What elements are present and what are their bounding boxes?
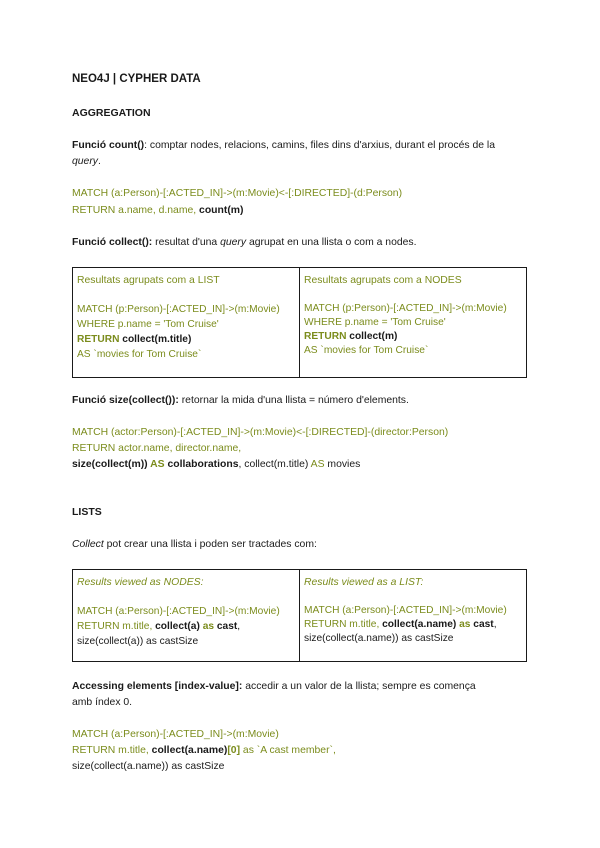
size-desc-text: retornar la mida d'una llista = número d'elements. — [178, 395, 409, 406]
code-text: m.title, — [346, 619, 383, 630]
collect-function-name: Funció collect(): — [72, 237, 153, 248]
kw-match: MATCH — [72, 188, 109, 199]
code-fn-collect: collect(m.title) — [119, 334, 192, 345]
count-description-cont — [72, 154, 101, 170]
code-index: [0] — [227, 745, 241, 756]
count-code-line-1 — [72, 186, 402, 202]
collect-desc-query: query — [220, 237, 247, 248]
code-line: size(collect(a.name)) as castSize — [304, 633, 454, 644]
accessing-description-cont: amb índex 0. — [72, 697, 133, 708]
code-text: p.name = 'Tom Cruise' — [341, 317, 446, 328]
kw-as: AS — [147, 459, 168, 470]
code-alias: collaborations — [167, 459, 239, 470]
lists-intro — [72, 537, 317, 553]
collect-nodes-cell — [300, 268, 527, 378]
count-desc-query: query — [72, 156, 98, 167]
accessing-description — [72, 679, 476, 695]
lists-list-header: Results viewed as a LIST: — [304, 577, 424, 588]
kw-return: RETURN — [77, 334, 120, 345]
kw-where: WHERE — [304, 317, 342, 328]
lists-nodes-cell — [73, 570, 300, 662]
code-alias: cast — [216, 621, 238, 632]
code-line: MATCH (a:Person)-[:ACTED_IN]->(m:Movie) — [77, 606, 280, 617]
size-code-line-3 — [72, 457, 360, 473]
kw-return: RETURN — [72, 205, 116, 216]
size-code-line-2: RETURN actor.name, director.name, — [72, 443, 242, 454]
code-fn-collect: collect(m) — [346, 331, 398, 342]
code-line: size(collect(a)) as castSize — [77, 636, 199, 647]
count-code-line-2 — [72, 203, 244, 219]
lists-intro-collect: Collect — [72, 539, 104, 550]
lists-comparison-table — [72, 569, 527, 662]
collect-list-cell — [73, 268, 300, 378]
section-heading-lists: LISTS — [72, 506, 102, 518]
code-alias: as `A cast member`, — [240, 745, 336, 756]
collect-description — [72, 235, 417, 251]
code-line: AS `movies for Tom Cruise` — [304, 345, 429, 356]
collect-comparison-table — [72, 267, 527, 378]
kw-return: RETURN — [304, 619, 347, 630]
code-comma: , — [237, 621, 241, 632]
code-line: AS `movies for Tom Cruise` — [77, 349, 202, 360]
count-desc-end: . — [98, 156, 101, 167]
kw-return: RETURN — [304, 331, 347, 342]
accessing-heading: Accessing elements [index-value]: — [72, 681, 243, 692]
code-fn-count: count(m) — [199, 205, 244, 216]
kw-where: WHERE — [77, 319, 115, 330]
kw-return: RETURN — [72, 745, 116, 756]
code-alias: cast — [473, 619, 494, 630]
code-fn-size: size(collect(m)) — [72, 459, 148, 470]
kw-as: as — [199, 621, 217, 632]
collect-list-header: Resultats agrupats com a LIST — [77, 275, 220, 286]
code-line: MATCH (p:Person)-[:ACTED_IN]->(m:Movie) — [77, 304, 280, 315]
size-description — [72, 393, 409, 409]
accessing-code-line-1: MATCH (a:Person)-[:ACTED_IN]->(m:Movie) — [72, 729, 279, 740]
count-description — [72, 138, 495, 154]
size-function-name: Funció size(collect()): — [72, 395, 179, 406]
collect-nodes-header: Resultats agrupats com a NODES — [304, 275, 462, 286]
count-desc-text: : comptar nodes, relacions, camins, files dins d'arxius, durant el procés de la — [144, 140, 495, 151]
page-title: NEO4J | CYPHER DATA — [72, 73, 201, 85]
code-text: a.name, d.name, — [115, 205, 200, 216]
kw-as: AS — [310, 459, 325, 470]
code-text: m.title, — [119, 621, 156, 632]
collect-desc-a: resultat d'una — [152, 237, 221, 248]
code-line: MATCH (a:Person)-[:ACTED_IN]->(m:Movie) — [304, 605, 507, 616]
lists-list-cell — [300, 570, 527, 662]
code-text: m.title, — [115, 745, 152, 756]
kw-as: as — [456, 619, 474, 630]
collect-desc-b: agrupat en una llista o com a nodes. — [246, 237, 417, 248]
code-fn-collect: collect(a) — [155, 621, 200, 632]
section-heading-aggregation: AGGREGATION — [72, 107, 151, 119]
accessing-code-line-2 — [72, 743, 336, 759]
code-text: (a:Person)-[:ACTED_IN]->(m:Movie)<-[:DIRECTED]-(d:Person) — [108, 188, 403, 199]
accessing-code-line-3: size(collect(a.name)) as castSize — [72, 761, 225, 772]
kw-return: RETURN — [77, 621, 120, 632]
code-fn-collect: collect(a.name) — [382, 619, 457, 630]
accessing-desc-text: accedir a un valor de la llista; sempre es comença — [242, 681, 476, 692]
lists-nodes-header: Results viewed as NODES: — [77, 577, 204, 588]
code-fn-collect: collect(a.name) — [151, 745, 228, 756]
code-comma: , — [493, 619, 497, 630]
code-line: MATCH (p:Person)-[:ACTED_IN]->(m:Movie) — [304, 303, 507, 314]
count-function-name: Funció count() — [72, 140, 145, 151]
code-text: , collect(m.title) — [238, 459, 311, 470]
code-text: p.name = 'Tom Cruise' — [114, 319, 219, 330]
code-alias: movies — [324, 459, 361, 470]
size-code-line-1: MATCH (actor:Person)-[:ACTED_IN]->(m:Movie)<-[:DIRECTED]-(director:Person) — [72, 427, 449, 438]
lists-intro-text: pot crear una llista i poden ser tractades com: — [103, 539, 317, 550]
